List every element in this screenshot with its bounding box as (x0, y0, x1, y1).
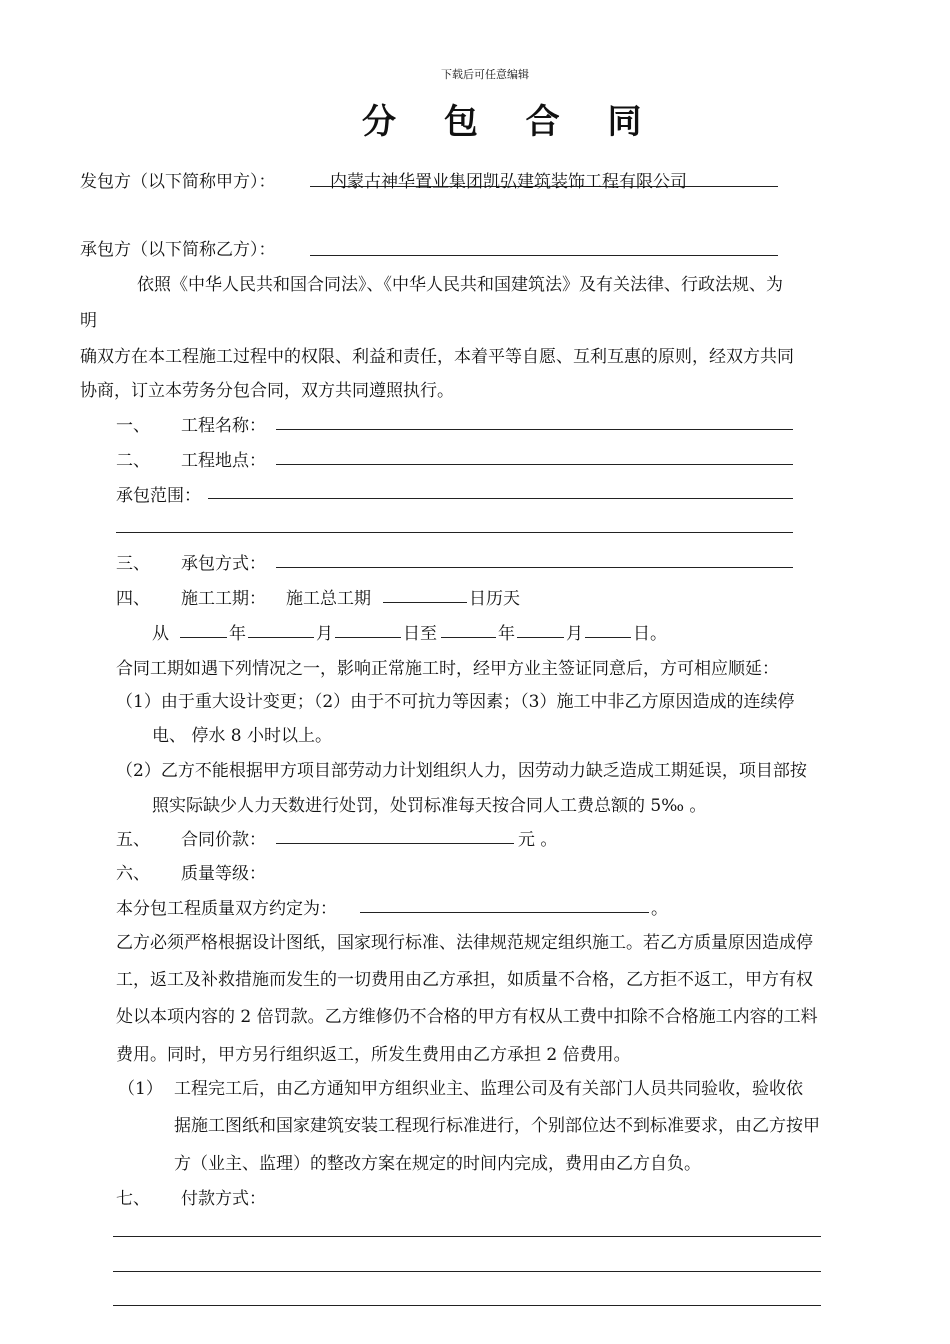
section-1-num: 一、 (116, 416, 150, 436)
payment-field-1[interactable] (113, 1236, 821, 1237)
delay-item-1-line-1: （1）由于重大设计变更；（2）由于不可抗力等因素；（3）施工中非乙方原因造成的连续停 (116, 692, 795, 712)
start-year-label: 年 (229, 624, 246, 644)
contract-price-field[interactable] (276, 843, 514, 844)
section-4-num: 四、 (116, 589, 150, 609)
party-a-value: 内蒙古神华置业集团凯弘建筑装饰工程有限公司 (330, 172, 687, 192)
start-day-field[interactable] (335, 637, 401, 638)
party-b-field[interactable] (310, 255, 778, 256)
end-month-label: 月 (566, 624, 583, 644)
start-day-to-label: 日至 (403, 624, 437, 644)
section-2-num: 二、 (116, 451, 150, 471)
quality-item-num: （1） (118, 1079, 163, 1099)
section-7-label: 付款方式： (181, 1189, 266, 1209)
project-location-field[interactable] (276, 464, 793, 465)
intro-line-2: 明 (80, 311, 97, 331)
delay-item-2-line-2: 照实际缺少人力天数进行处罚，处罚标准每天按合同人工费总额的 5‰ 。 (152, 796, 707, 816)
start-year-field[interactable] (180, 637, 227, 638)
quality-agreed-end: 。 (651, 899, 668, 919)
total-duration-suffix: 日历天 (469, 589, 520, 609)
quality-paragraph-line-4: 费用。同时，甲方另行组织返工，所发生费用由乙方承担 2 倍费用。 (116, 1045, 631, 1065)
scope-field-2[interactable] (116, 532, 793, 533)
intro-line-3: 确双方在本工程施工过程中的权限、利益和责任，本着平等自愿、互利互惠的原则，经双方共同 (80, 347, 794, 367)
intro-line-1: 依照《中华人民共和国合同法》、《中华人民共和国建筑法》及有关法律、行政法规、为 (137, 275, 783, 295)
start-month-label: 月 (316, 624, 333, 644)
section-6-num: 六、 (116, 864, 150, 884)
scope-field-1[interactable] (208, 498, 793, 499)
end-year-field[interactable] (441, 637, 496, 638)
quality-agreed-field[interactable] (360, 912, 649, 913)
section-6-label: 质量等级： (181, 864, 266, 884)
payment-field-2[interactable] (113, 1271, 821, 1272)
end-year-label: 年 (498, 624, 515, 644)
end-day-label: 日。 (633, 624, 667, 644)
price-unit: 元 。 (518, 830, 558, 850)
header-note: 下载后可任意编辑 (441, 68, 529, 81)
section-3-num: 三、 (116, 554, 150, 574)
quality-item-line-3: 方（业主、监理）的整改方案在规定的时间内完成，费用由乙方自负。 (174, 1154, 701, 1174)
party-a-label: 发包方（以下简称甲方）： (80, 172, 276, 192)
total-duration-prefix: 施工总工期 (286, 589, 371, 609)
quality-paragraph-line-3: 处以本项内容的 2 倍罚款。乙方维修仍不合格的甲方有权从工费中扣除不合格施工内容的工料 (116, 1007, 818, 1027)
quality-item-line-2: 据施工图纸和国家建筑安装工程现行标准进行，个别部位达不到标准要求，由乙方按甲 (174, 1116, 820, 1136)
quality-paragraph-line-1: 乙方必须严格根据设计图纸，国家现行标准、法律规范规定组织施工。若乙方质量原因造成停 (116, 933, 813, 953)
section-5-label: 合同价款： (181, 830, 266, 850)
end-day-field[interactable] (585, 637, 631, 638)
quality-paragraph-line-2: 工，返工及补救措施而发生的一切费用由乙方承担，如质量不合格，乙方拒不返工，甲方有权 (116, 970, 813, 990)
payment-field-3[interactable] (113, 1305, 821, 1306)
delay-item-2-line-1: （2）乙方不能根据甲方项目部劳动力计划组织人力，因劳动力缺乏造成工期延误，项目部按 (116, 761, 807, 781)
total-duration-field[interactable] (383, 602, 467, 603)
party-b-label: 承包方（以下简称乙方）： (80, 240, 276, 260)
contract-method-field[interactable] (276, 567, 793, 568)
quality-agreed-label: 本分包工程质量双方约定为： (116, 899, 337, 919)
section-7-num: 七、 (116, 1189, 150, 1209)
quality-item-line-1: 工程完工后，由乙方通知甲方组织业主、监理公司及有关部门人员共同验收，验收依 (174, 1079, 803, 1099)
section-1-label: 工程名称： (181, 416, 266, 436)
end-month-field[interactable] (517, 637, 564, 638)
delay-intro: 合同工期如遇下列情况之一，影响正常施工时，经甲方业主签证同意后，方可相应顺延： (116, 659, 779, 679)
project-name-field[interactable] (276, 429, 793, 430)
section-2-label: 工程地点： (181, 451, 266, 471)
from-label: 从 (152, 624, 169, 644)
section-5-num: 五、 (116, 830, 150, 850)
scope-label: 承包范围： (116, 486, 201, 506)
page-title: 分 包 合 同 (362, 102, 660, 142)
section-3-label: 承包方式： (181, 554, 266, 574)
start-month-field[interactable] (248, 637, 314, 638)
section-4-label: 施工工期： (181, 589, 266, 609)
intro-line-4: 协商，订立本劳务分包合同，双方共同遵照执行。 (80, 381, 454, 401)
delay-item-1-line-2: 电、 停水 8 小时以上。 (152, 726, 333, 746)
